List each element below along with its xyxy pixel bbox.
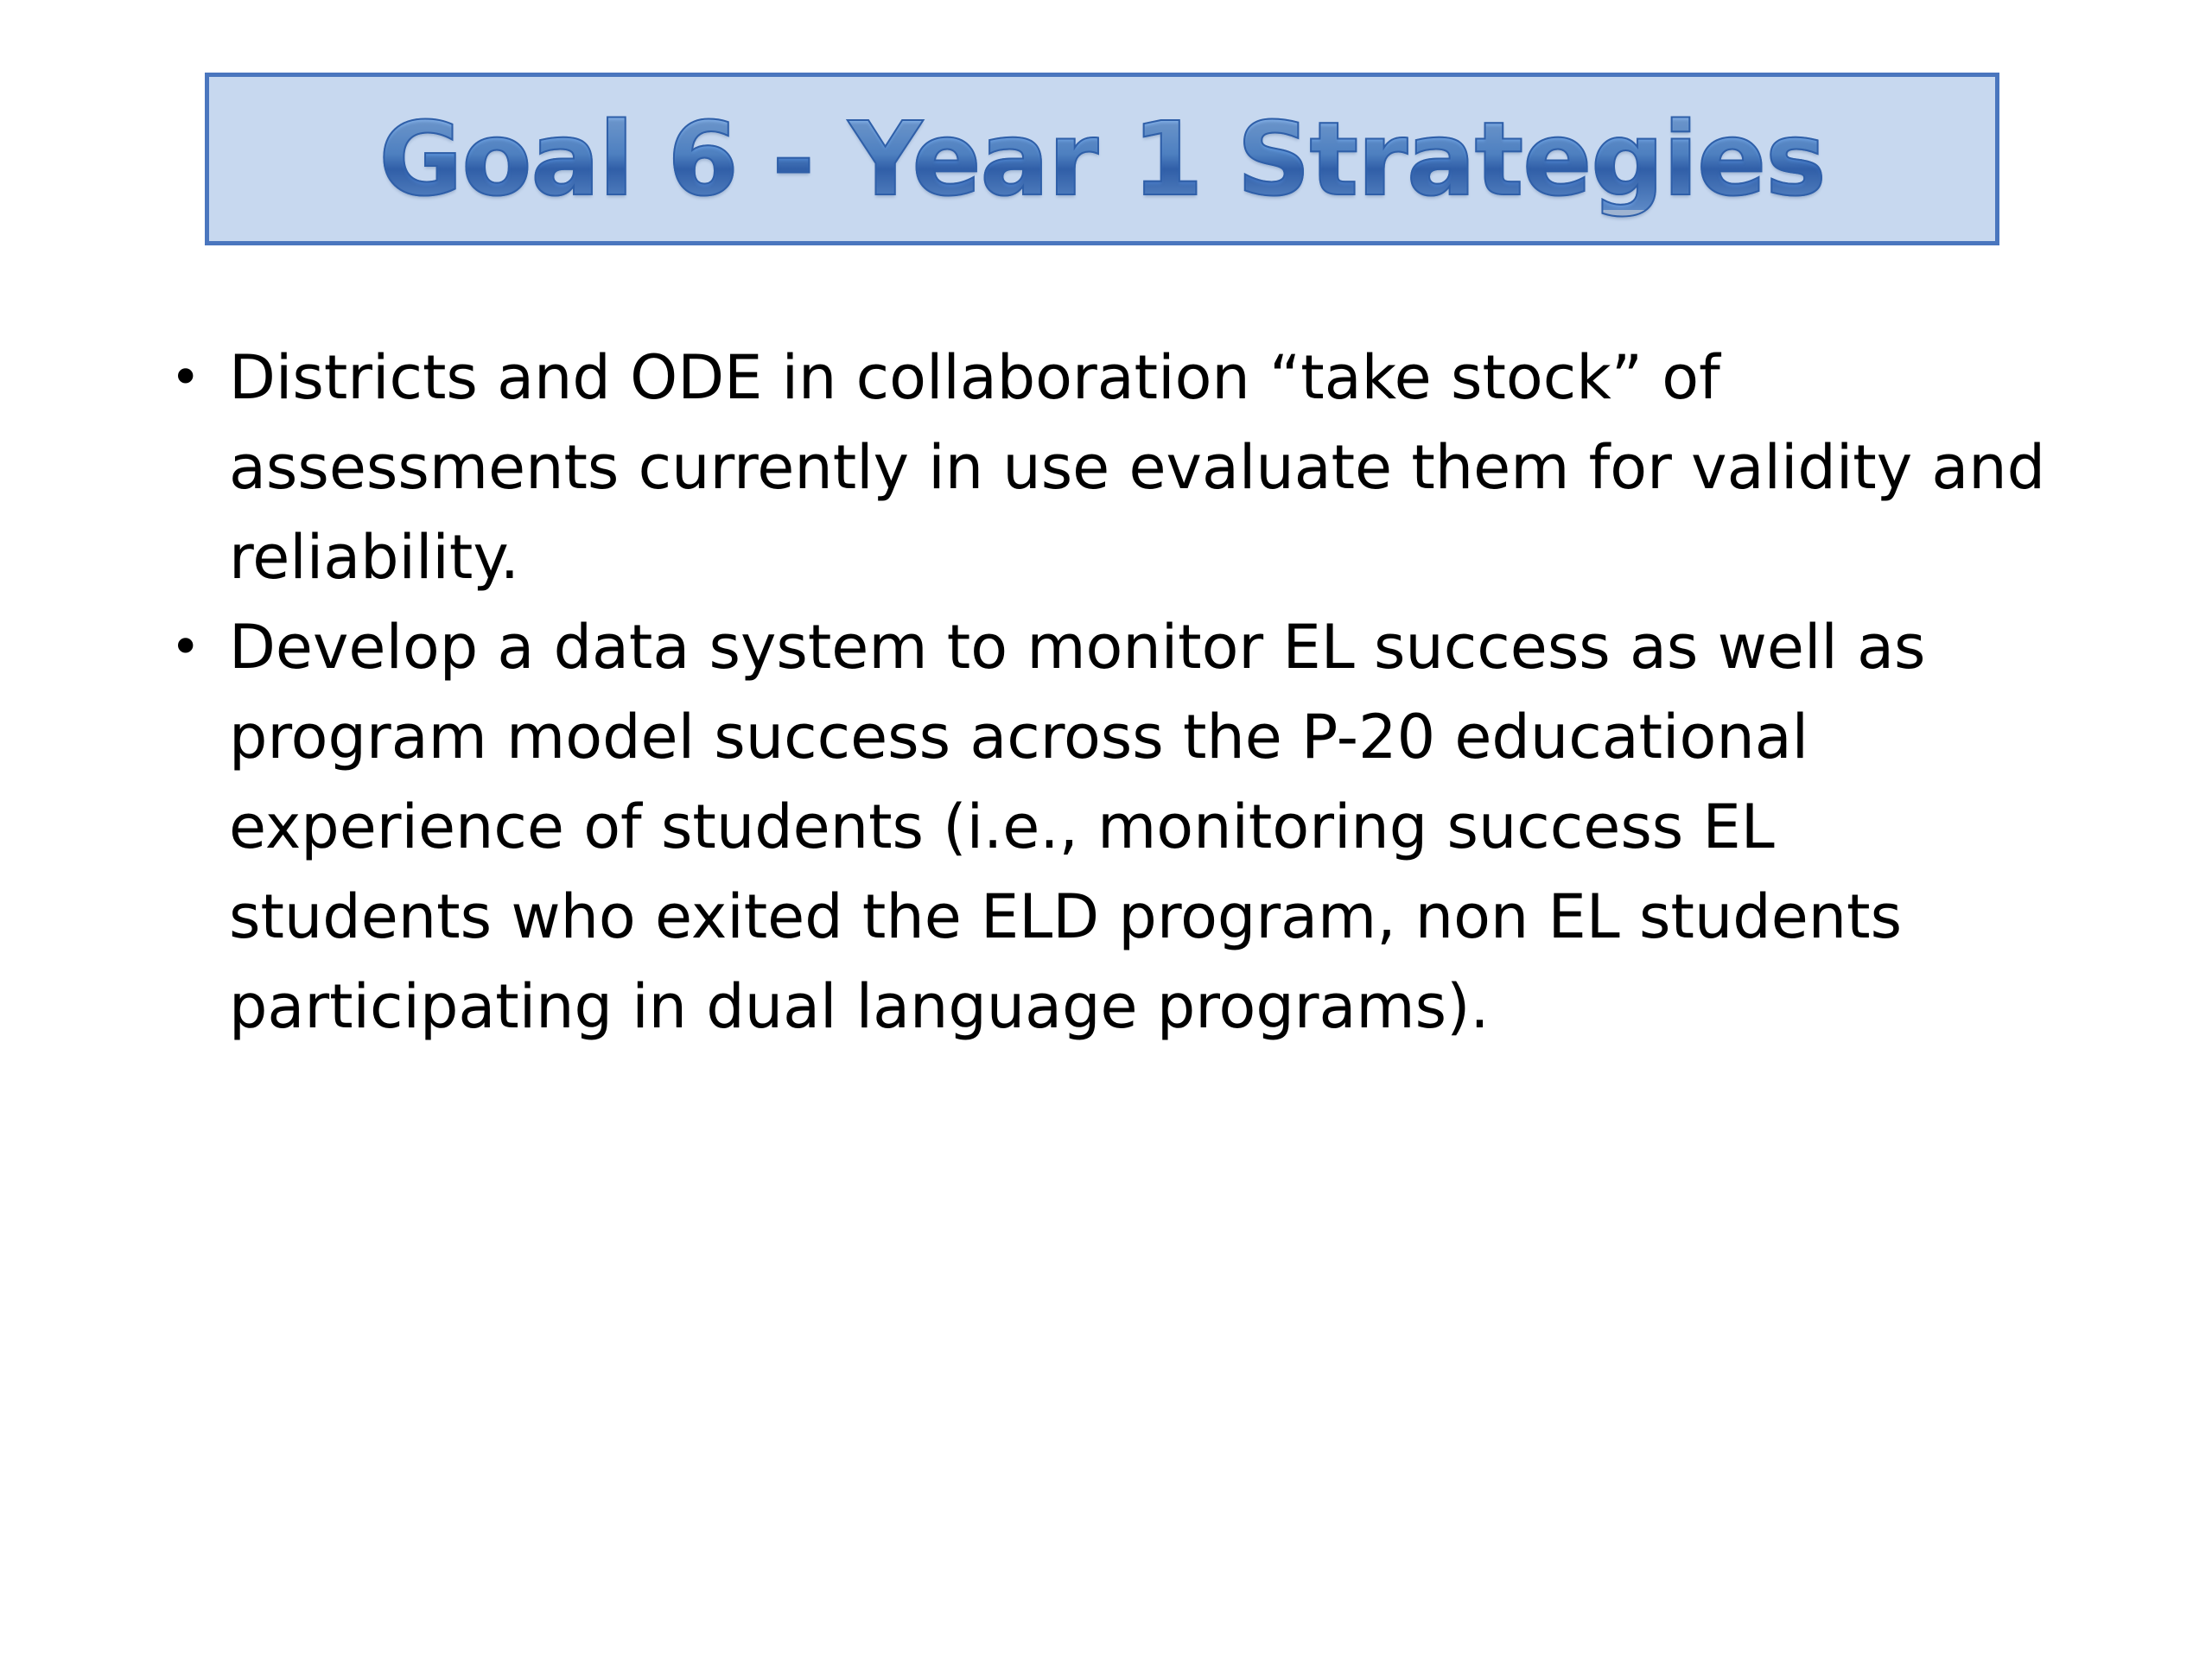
bullet-text-1: Districts and ODE in collaboration “take stock” of assessments currently in use evaluate them for validity and reliability. [229,342,2046,593]
slide-title-box [205,73,1999,245]
bullet-marker-icon: • [170,347,201,408]
bullet-item-2 [168,602,2052,1052]
bullet-list [168,333,2052,1052]
slide-title: Goal 6 - Year 1 Strategies [378,99,1826,219]
bullet-marker-icon: • [170,617,201,677]
bullet-text-2: Develop a data system to monitor EL success as well as program model success across the P-20 educational experience of students (i.e., monitoring success EL students who exited the ELD program, non EL students participating in dual language programs). [229,612,1926,1042]
bullet-item-1 [168,333,2052,602]
